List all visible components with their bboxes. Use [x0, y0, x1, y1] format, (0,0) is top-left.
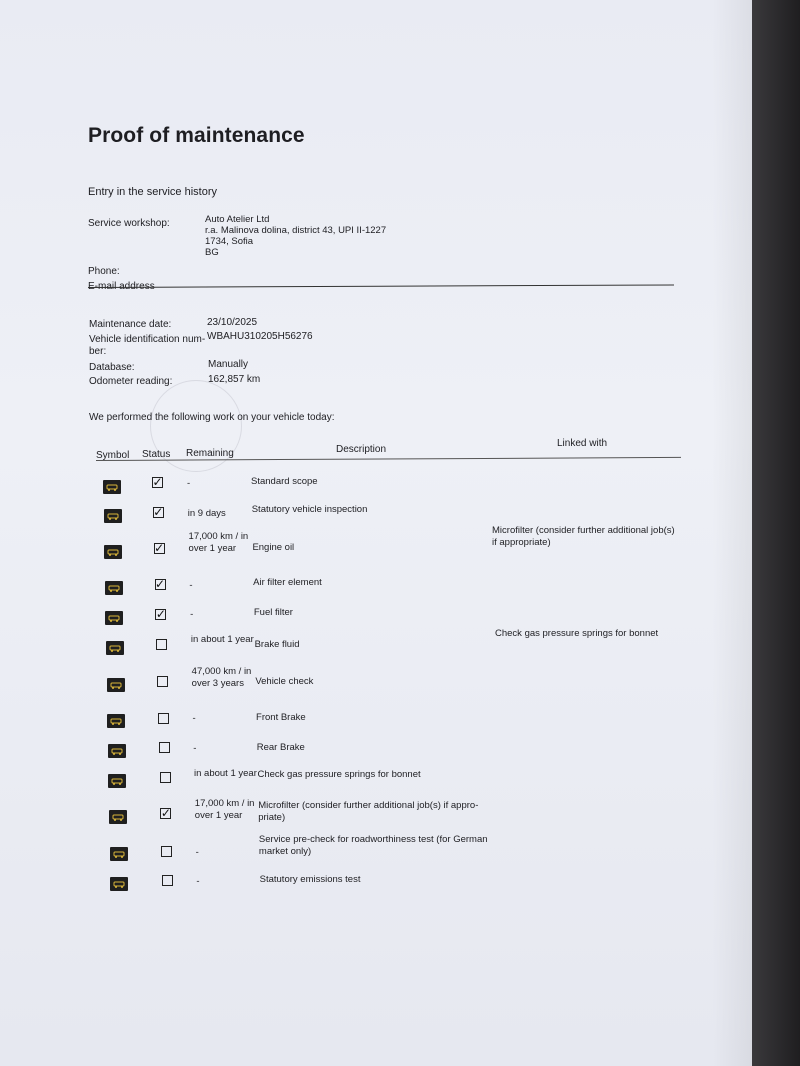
status-checkbox	[162, 875, 173, 886]
divider-line	[88, 284, 674, 288]
workshop-label: Service workshop:	[88, 218, 170, 229]
description-text: Fuel filter	[253, 607, 293, 618]
status-checkbox	[159, 742, 170, 753]
maintenance-date-value: 23/10/2025	[207, 317, 258, 328]
status-checkbox: ✓	[152, 475, 163, 489]
phone-label: Phone:	[88, 266, 120, 277]
description-text: Vehicle check	[255, 676, 314, 687]
remaining-value: -	[193, 743, 197, 754]
remaining-value: -	[190, 609, 194, 620]
description-text: Engine oil	[252, 542, 295, 553]
workshop-country: BG	[205, 247, 219, 258]
remaining-value: -	[187, 478, 191, 489]
status-checkbox	[158, 713, 169, 724]
description-text: Microfilter (consider further additional job(s) if appro-priate)	[258, 800, 479, 823]
description-text: Brake fluid	[254, 639, 300, 650]
remaining-value: -	[196, 876, 200, 887]
status-checkbox: ✓	[153, 505, 164, 519]
oil-can-icon	[104, 545, 122, 559]
header-status: Status	[142, 449, 171, 460]
workshop-name: Auto Atelier Ltd	[205, 214, 270, 225]
status-checkbox: ✓	[160, 806, 171, 820]
vin-value: WBAHU310205H56276	[207, 331, 313, 342]
vehicle-check-icon	[107, 678, 125, 692]
car-scope-icon	[103, 480, 121, 494]
inspection-icon	[104, 509, 122, 523]
description-text: Statutory emissions test	[259, 874, 361, 885]
linked-with-text: Microfilter (consider further additional job(s) if appropriate)	[492, 525, 675, 548]
vin-label-line1: Vehicle identification num-	[89, 334, 206, 345]
vin-label-line2: ber:	[89, 346, 107, 357]
section-subtitle: Entry in the service history	[88, 186, 217, 198]
description-text: Air filter element	[253, 577, 322, 588]
description-text: Statutory vehicle inspection	[251, 504, 368, 515]
header-linked-with: Linked with	[557, 438, 608, 449]
status-checkbox	[161, 846, 172, 857]
roadworthiness-icon	[110, 847, 128, 861]
remaining-value: in about 1 year	[194, 768, 257, 779]
status-checkbox	[157, 676, 168, 687]
document-title: Proof of maintenance	[88, 124, 305, 147]
remaining-value: 17,000 km / in over 1 year	[188, 531, 249, 554]
description-text: Service pre-check for roadworthiness test (for German market only)	[258, 834, 488, 857]
header-remaining: Remaining	[186, 448, 234, 459]
work-intro: We performed the following work on your vehicle today:	[89, 412, 335, 423]
description-text: Check gas pressure springs for bonnet	[257, 769, 421, 780]
background-surface	[752, 0, 800, 1066]
email-label: E-mail address	[88, 281, 155, 292]
remaining-value: -	[189, 580, 193, 591]
fuel-filter-icon	[105, 611, 123, 625]
status-checkbox: ✓	[154, 577, 166, 591]
tools-icon	[108, 774, 126, 788]
workshop-address-line2: 1734, Sofia	[205, 236, 254, 247]
database-value: Manually	[208, 359, 249, 370]
description-text: Rear Brake	[256, 742, 305, 753]
database-label: Database:	[89, 362, 135, 373]
workshop-address-line1: r.a. Malinova dolina, district 43, UPI II-1227	[205, 225, 387, 236]
maintenance-date-label: Maintenance date:	[89, 319, 172, 330]
brake-fluid-icon	[106, 641, 124, 655]
status-checkbox	[160, 772, 171, 783]
header-symbol: Symbol	[96, 450, 130, 461]
remaining-value: in about 1 year	[190, 634, 254, 645]
header-description: Description	[336, 444, 387, 455]
microfilter-icon	[109, 810, 127, 824]
remaining-value: -	[195, 847, 199, 858]
description-text: Front Brake	[256, 712, 306, 723]
odometer-label: Odometer reading:	[89, 376, 173, 387]
status-checkbox	[156, 639, 167, 650]
rear-brake-icon	[108, 744, 126, 758]
emissions-test-icon	[110, 877, 128, 891]
front-brake-icon	[107, 714, 125, 728]
remaining-value: in 9 days	[187, 508, 226, 519]
remaining-value: 47,000 km / in over 3 years	[191, 666, 252, 689]
air-filter-icon	[105, 581, 123, 595]
remaining-value: -	[192, 713, 196, 724]
odometer-value: 162,857 km	[208, 374, 261, 385]
workshop-address	[205, 214, 386, 258]
status-checkbox: ✓	[155, 607, 166, 621]
remaining-value: 17,000 km / in over 1 year	[194, 798, 255, 821]
status-checkbox: ✓	[154, 541, 165, 555]
linked-with-text: Check gas pressure springs for bonnet	[495, 628, 659, 639]
description-text: Standard scope	[251, 476, 318, 487]
